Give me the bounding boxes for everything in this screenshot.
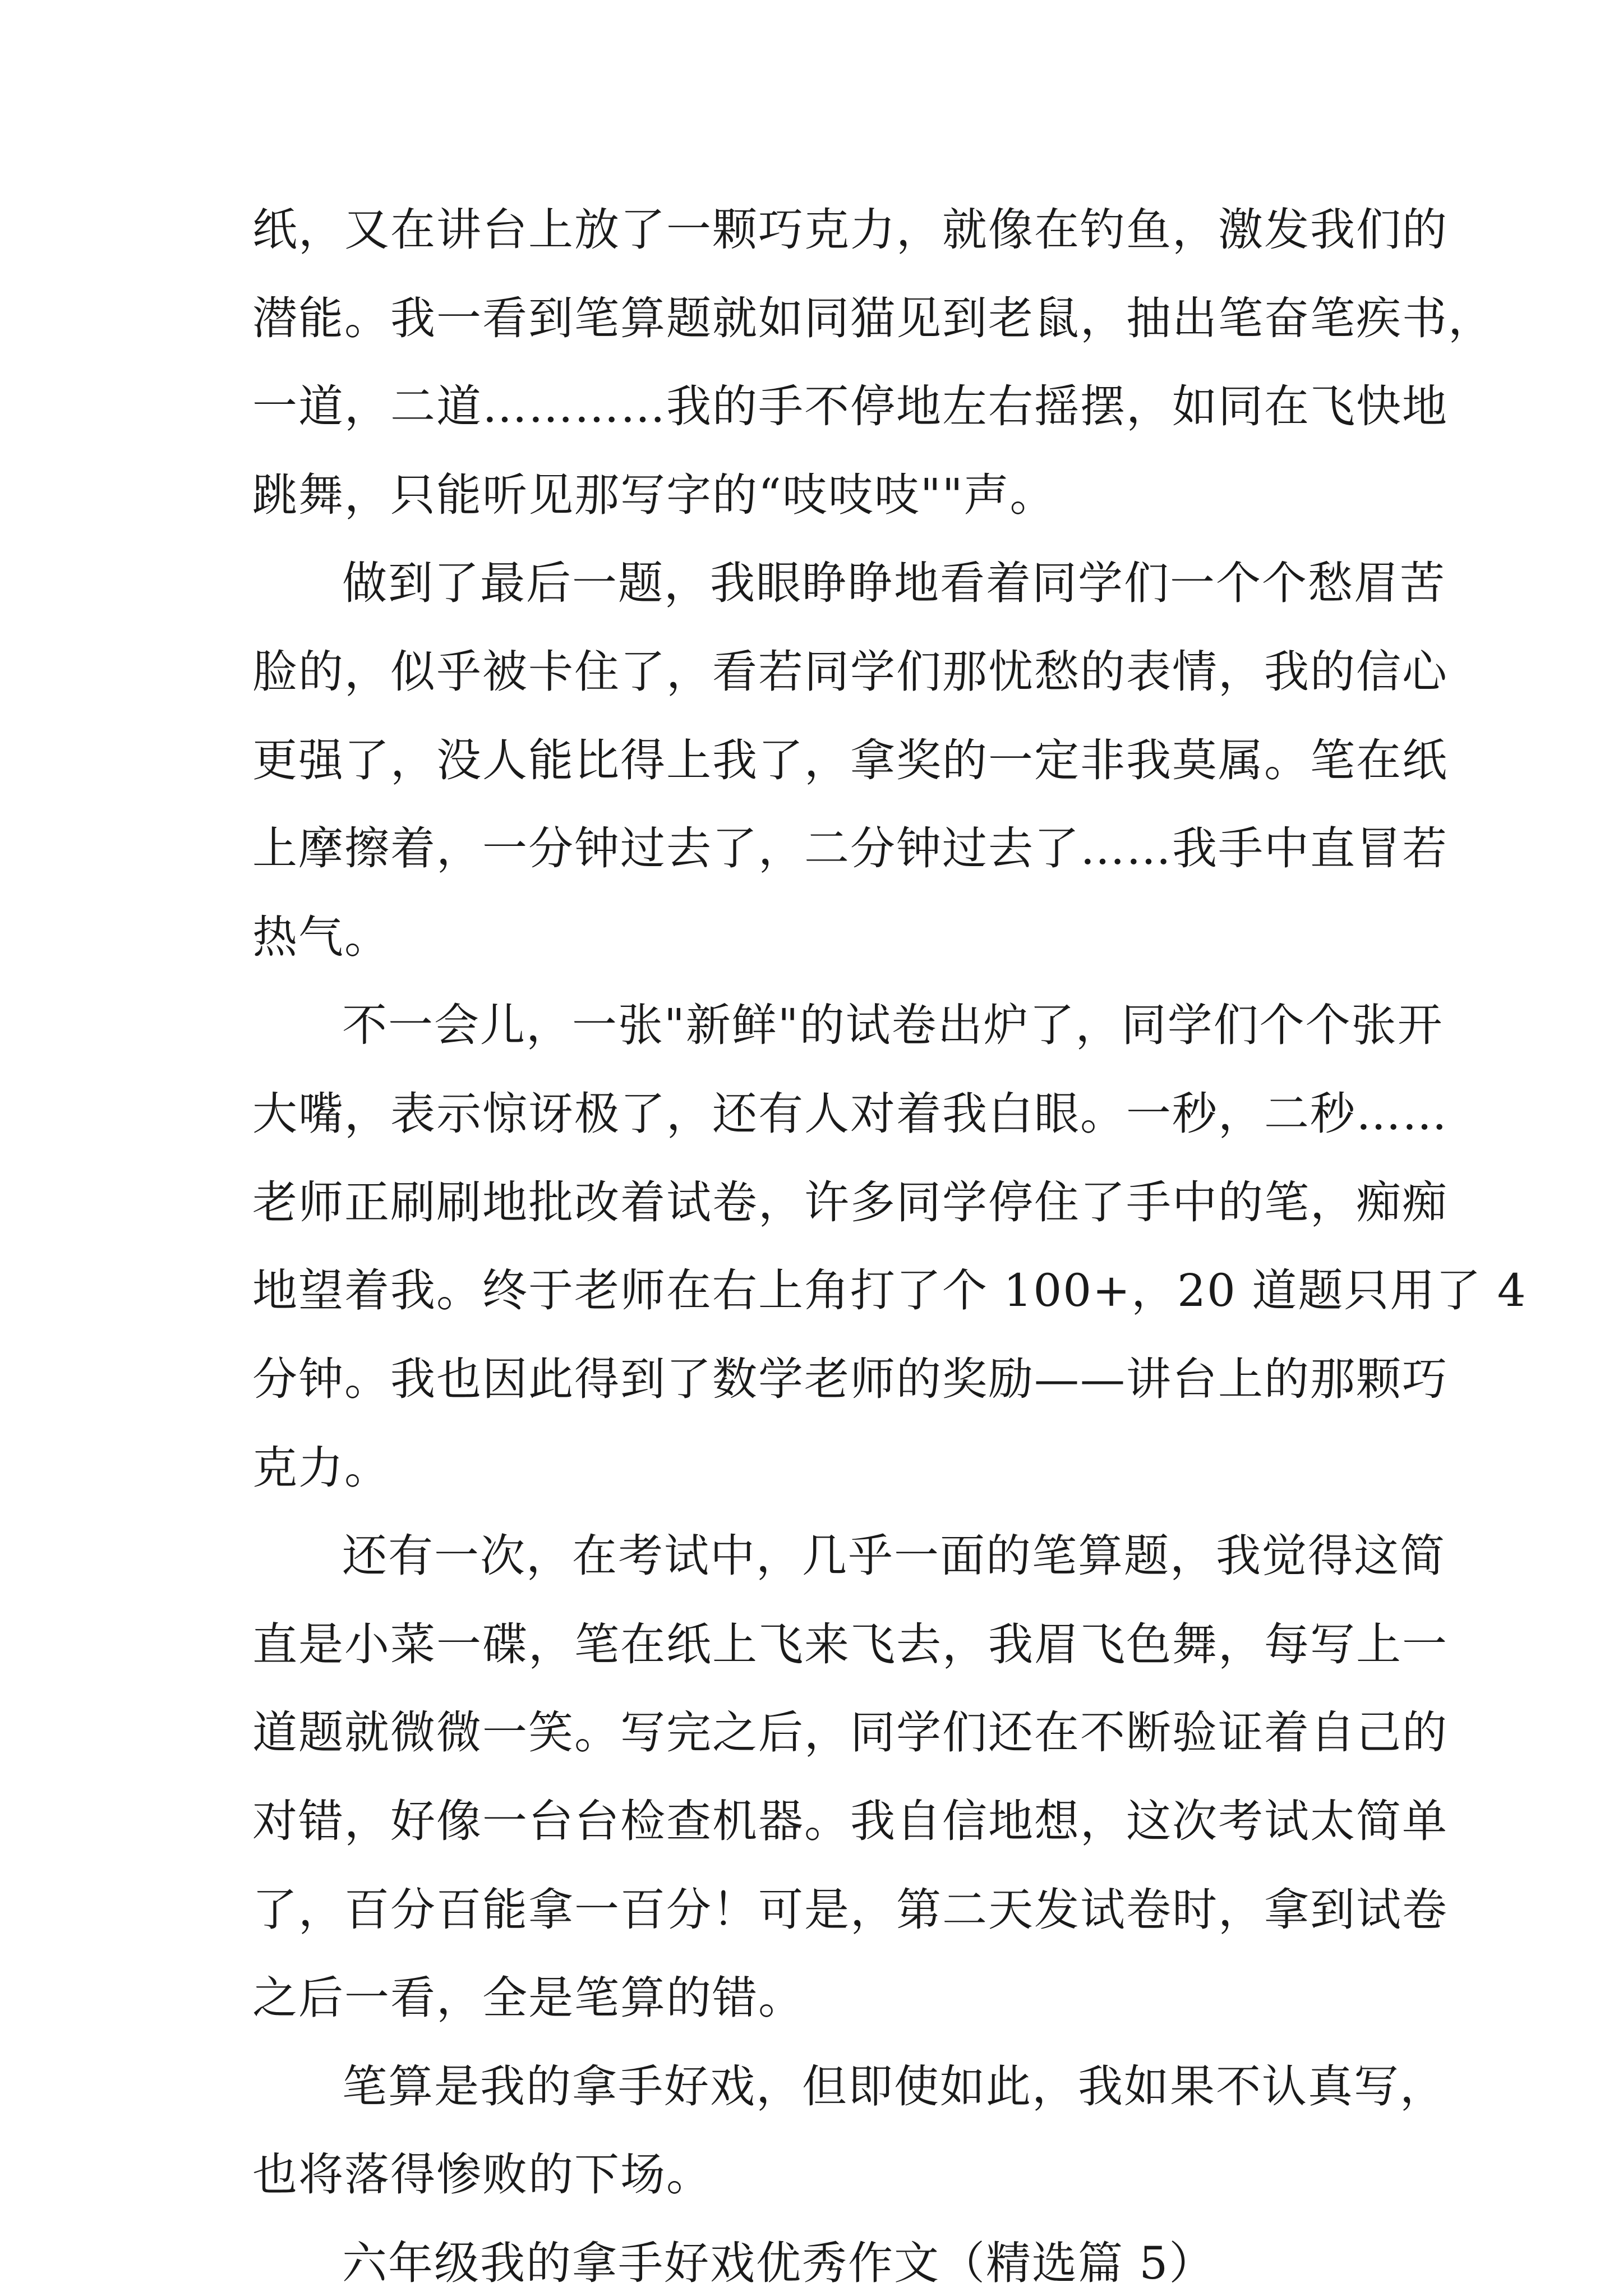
text-line: 分钟。我也因此得到了数学老师的奖励——讲台上的那颗巧 <box>252 1353 1448 1405</box>
text-line: 潜能。我一看到笔算题就如同猫见到老鼠，抽出笔奋笔疾书， <box>252 292 1494 344</box>
text-line: 上摩擦着，一分钟过去了，二分钟过去了……我手中直冒若 <box>252 822 1448 875</box>
text-line: 之后一看，全是笔算的错。 <box>252 1972 804 2024</box>
text-line: 不一会儿，一张"新鲜"的试卷出炉了，同学们个个张开 <box>342 999 1444 1051</box>
text-line: 对错，好像一台台检查机器。我自信地想，这次考试太简单 <box>252 1795 1448 1847</box>
text-line: 还有一次，在考试中，几乎一面的笔算题，我觉得这简 <box>342 1530 1446 1582</box>
text-line: 老师正刷刷地批改着试卷，许多同学停住了手中的笔，痴痴 <box>252 1176 1448 1228</box>
text-line: 热气。 <box>252 911 390 963</box>
text-line: 跳舞，只能听见那写字的“吱吱吱""声。 <box>252 469 1056 521</box>
text-line: 了，百分百能拿一百分！可是，第二天发试卷时，拿到试卷 <box>252 1884 1448 1936</box>
text-line: 笔算是我的拿手好戏，但即使如此，我如果不认真写， <box>342 2060 1446 2113</box>
text-line: 更强了，没人能比得上我了，拿奖的一定非我莫属。笔在纸 <box>252 734 1448 786</box>
text-line: 也将落得惨败的下场。 <box>252 2148 712 2201</box>
text-line: 大嘴，表示惊讶极了，还有人对着我白眼。一秒，二秒…… <box>252 1088 1448 1140</box>
text-line: 脸的，似乎被卡住了，看若同学们那忧愁的表情，我的信心 <box>252 646 1448 698</box>
text-line: 克力。 <box>252 1442 390 1494</box>
text-line: 地望着我。终于老师在右上角打了个 100+，20 道题只用了 4 <box>252 1264 1527 1317</box>
text-line: 一道，二道…………我的手不停地左右摇摆，如同在飞快地 <box>252 380 1448 432</box>
text-line: 做到了最后一题，我眼睁睁地看着同学们一个个愁眉苦 <box>342 557 1446 609</box>
section-heading: 六年级我的拿手好戏优秀作文（精选篇 5） <box>342 2237 1215 2289</box>
text-line: 直是小菜一碟，笔在纸上飞来飞去，我眉飞色舞，每写上一 <box>252 1618 1448 1671</box>
text-line: 纸，又在讲台上放了一颗巧克力，就像在钓鱼，激发我们的 <box>252 204 1448 256</box>
text-line: 道题就微微一笑。写完之后，同学们还在不断验证着自己的 <box>252 1706 1448 1759</box>
